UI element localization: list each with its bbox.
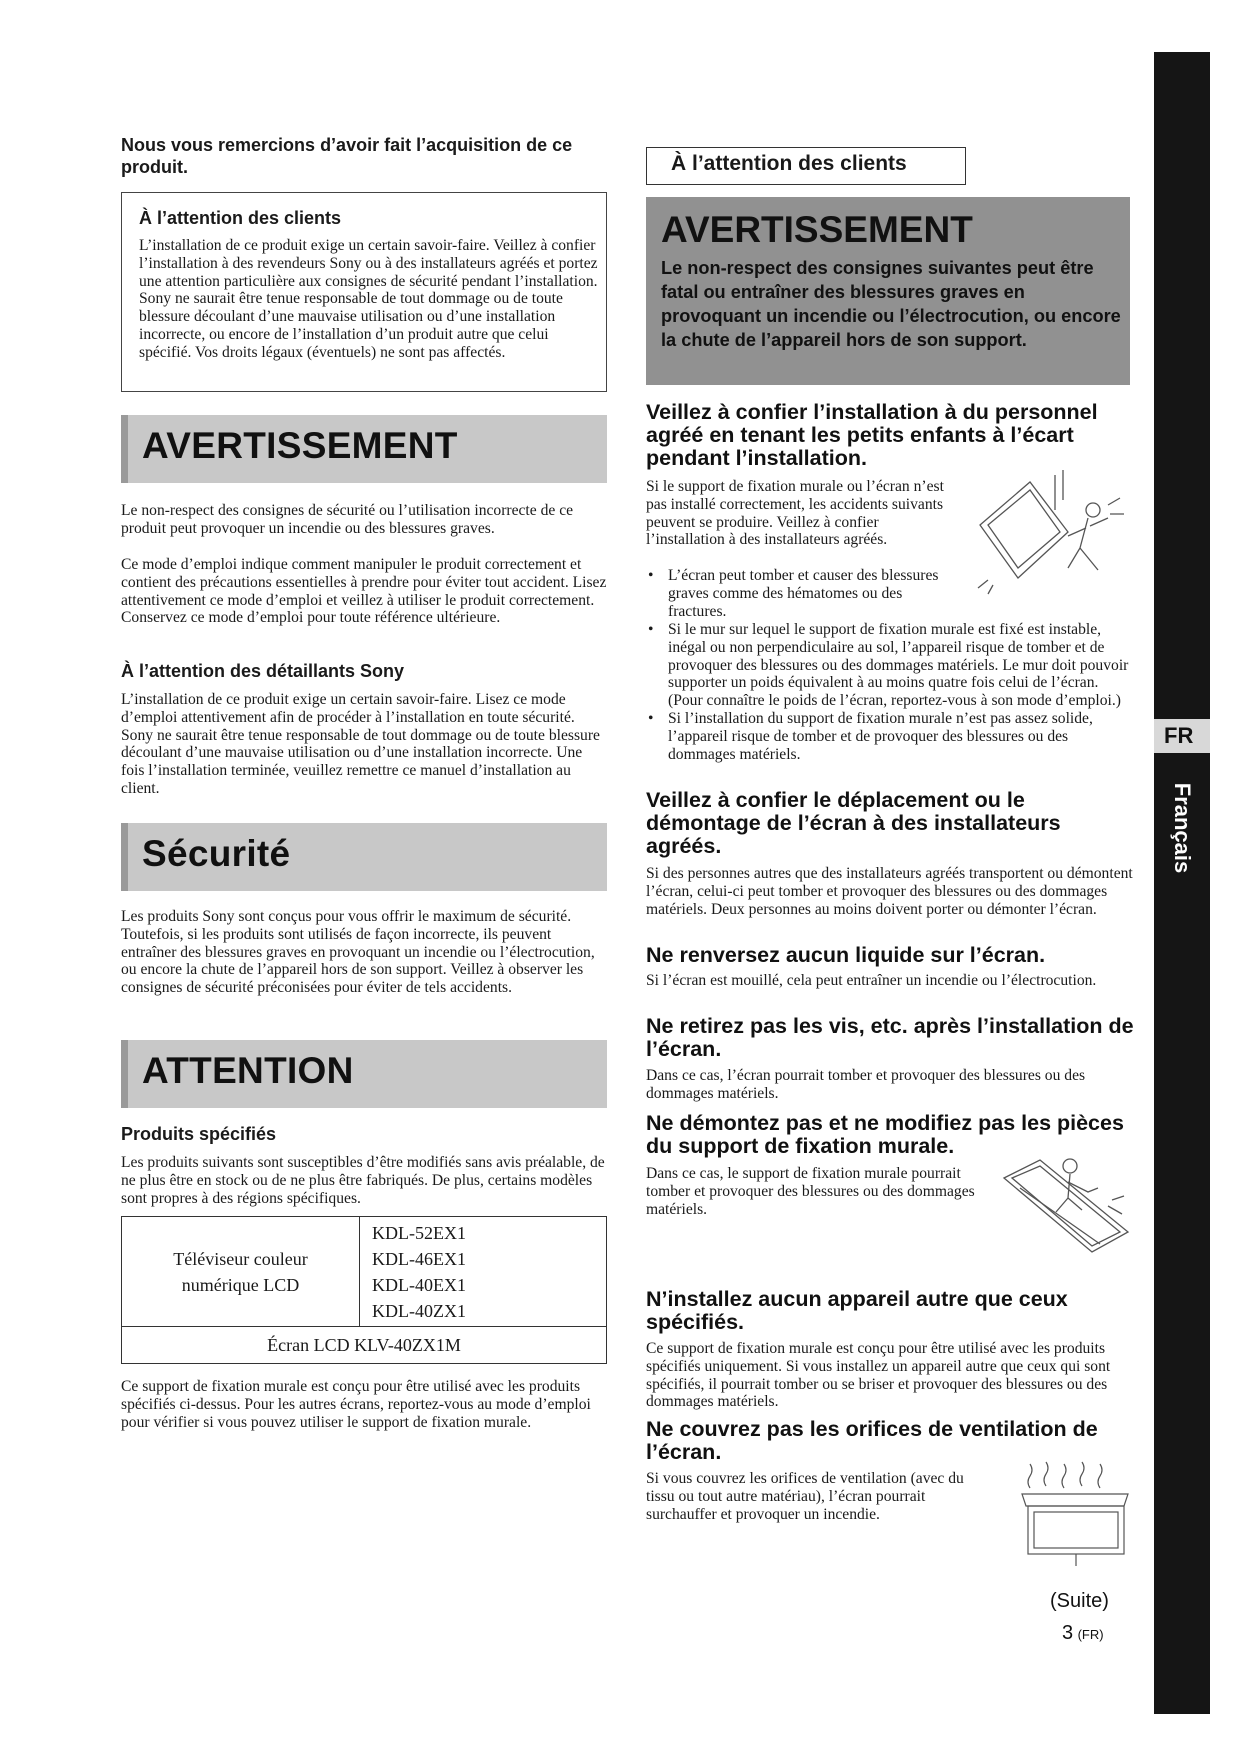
- section-6-heading: N’installez aucun appareil autre que ceux spécifiés.: [646, 1287, 1068, 1334]
- section-5-heading: Ne démontez pas et ne modifiez pas les pièces du support de fixation murale.: [646, 1111, 1124, 1158]
- model-item: KDL-40EX1: [372, 1274, 466, 1295]
- avertissement-paragraph-2: Ce mode d’emploi indique comment manipuler le produit correctement et contient des précautions essentielles à prendre pour éviter tout accident. Lisez attentivement ce mode d’emploi et veillez à utiliser le produit correctement. Conservez ce mode d’emploi pour toute référence ultérieure.: [121, 556, 607, 627]
- table-row: [122, 1217, 607, 1327]
- warning-text: Le non-respect des consignes suivantes peut être fatal ou entraîner des blessures graves en provoquant un incendie ou l’électrocution, ou encore la chute de l’appareil hors de son support.: [661, 258, 1121, 350]
- covered-vent-illustration: [1018, 1454, 1133, 1570]
- continued-label: (Suite): [1050, 1590, 1109, 1612]
- bracket-assembly-illustration: [1000, 1148, 1132, 1260]
- section-7-heading: Ne couvrez pas les orifices de ventilation de l’écran.: [646, 1417, 1098, 1464]
- section-7-text: Si vous couvrez les orifices de ventilation (avec du tissu ou tout autre matériau), l’écran pourrait surchauffer et provoquer un incendie.: [646, 1470, 964, 1523]
- avertissement-title: AVERTISSEMENT: [142, 425, 458, 466]
- list-item: • L’écran peut tomber et causer des blessures graves comme des hématomes ou des fractures.: [646, 567, 962, 620]
- product-table: [121, 1216, 607, 1364]
- language-name-label: Français: [1170, 782, 1195, 874]
- customer-notice-heading: À l’attention des clients: [139, 208, 342, 228]
- list-item: • Si le mur sur lequel le support de fixation murale est fixé est instable, inégal ou non perpendiculaire au sol, l’appareil risque de tomber et de provoquer des blessures ou des dommages matériels. Le mur doit pouvoir supporter un poids équivalent à au moins quatre fois celui de l’écran. (Pour connaître le poids de l’écran, reportez-vous à son mode d’emploi.): [646, 621, 1136, 710]
- section-1-bullets-top: [646, 567, 962, 620]
- page-number-value: 3: [1062, 1622, 1074, 1644]
- tv-label-line-1: Téléviseur couleur: [173, 1248, 308, 1269]
- specified-products-text: Les produits suivants sont susceptibles d’être modifiés sans avis préalable, de ne plus être en stock ou de ne plus être fabriqués. De plus, certains modèles sont propres à des régions spécifiques.: [121, 1154, 605, 1207]
- section-2-heading: Veillez à confier le déplacement ou le démontage de l’écran à des installateurs agréés.: [646, 788, 1061, 858]
- intro-title: Nous vous remercions d’avoir fait l’acquisition de ce produit.: [121, 135, 573, 177]
- language-tab: [1154, 719, 1210, 753]
- falling-screen-icon: [968, 470, 1138, 600]
- tv-label-line-2: numérique LCD: [181, 1274, 300, 1295]
- securite-text: Les produits Sony sont conçus pour vous offrir le maximum de sécurité. Toutefois, si les produits sont utilisés de façon incorrecte, ils peuvent entraîner des blessures graves en provoquant un incendie ou l’électrocution, ou encore la chute de l’appareil hors de son support. Veillez à observer les consignes de sécurité préconisées pour éviter de tels accidents.: [121, 908, 595, 997]
- section-6-text: Ce support de fixation murale est conçu pour être utilisé avec les produits spécifiés uniquement. Si vous installez un appareil autre que ceux qui sont spécifiés, il pourrait tomber ou se briser et provoquer des blessures ou des dommages matériels.: [646, 1340, 1111, 1411]
- attention-title: ATTENTION: [142, 1050, 354, 1091]
- model-item: KDL-52EX1: [372, 1222, 466, 1243]
- securite-title: Sécurité: [142, 833, 291, 874]
- specified-products-heading: Produits spécifiés: [121, 1124, 277, 1144]
- table-cell-models: [360, 1217, 607, 1327]
- securite-banner: [121, 823, 607, 891]
- avertissement-paragraph-1: Le non-respect des consignes de sécurité ou l’utilisation incorrecte de ce produit peut provoquer un incendie ou des blessures graves.: [121, 502, 574, 537]
- section-1-bullets: [646, 621, 1136, 763]
- customer-notice-text: L’installation de ce produit exige un certain savoir-faire. Veillez à confier l’installation à des revendeurs Sony ou à des installateurs agréés et portez une attention particulière aux consignes de sécurité pendant l’installation. Sony ne saurait être tenue responsable de tout dommage ou de toute blessure découlant d’une mauvaise utilisation ou d’une installation incorrecte, ou encore de l’installation d’un produit autre que celui spécifié. Vos droits légaux (éventuels) ne sont pas affectés.: [139, 237, 598, 361]
- intro-heading: [121, 134, 601, 178]
- avertissement-banner: [121, 415, 607, 483]
- person-tool-icon: [1000, 1148, 1132, 1260]
- right-notice-title: À l’attention des clients: [671, 152, 907, 175]
- attention-banner: [121, 1040, 607, 1108]
- model-item: KDL-40ZX1: [372, 1300, 466, 1321]
- customer-notice-box: [121, 192, 607, 392]
- page-number-suffix: (FR): [1077, 1627, 1104, 1642]
- table-cell-screen: Écran LCD KLV-40ZX1M: [122, 1327, 607, 1364]
- section-4-heading: Ne retirez pas les vis, etc. après l’installation de l’écran.: [646, 1014, 1134, 1061]
- table-cell-tv: [122, 1217, 360, 1327]
- falling-screen-illustration: [968, 470, 1138, 600]
- section-3-heading: Ne renversez aucun liquide sur l’écran.: [646, 943, 1046, 967]
- dealers-text: L’installation de ce produit exige un certain savoir-faire. Lisez ce mode d’emploi attentivement afin de procéder à l’installation en toute sécurité. Sony ne saurait être tenue responsable de tout dommage ou de toute blessure découlant d’une mauvaise utilisation ou d’une installation incorrecte. Une fois l’installation terminée, veuillez remettre ce manuel d’installation au client.: [121, 691, 600, 797]
- model-item: KDL-46EX1: [372, 1248, 466, 1269]
- section-3-text: Si l’écran est mouillé, cela peut entraîner un incendie ou l’électrocution.: [646, 972, 1097, 989]
- heat-warning-icon: [1018, 1454, 1133, 1570]
- section-5-text: Dans ce cas, le support de fixation murale pourrait tomber et provoquer des blessures ou des dommages matériels.: [646, 1165, 975, 1218]
- language-tab-label: FR: [1164, 723, 1194, 748]
- attention-footer-text: Ce support de fixation murale est conçu pour être utilisé avec les produits spécifiés ci-dessus. Pour les autres écrans, reportez-vous au mode d’emploi pour vérifier si vous pouvez utiliser le support de fixation murale.: [121, 1378, 591, 1431]
- page-number: [1062, 1622, 1104, 1645]
- section-1-intro: Si le support de fixation murale ou l’écran n’est pas installé correctement, les accidents suivants peuvent se produire. Veillez à confier l’installation à des installateurs agréés.: [646, 478, 944, 549]
- list-item: • Si l’installation du support de fixation murale n’est pas assez solide, l’appareil risque de tomber et de provoquer des blessures ou des dommages matériels.: [646, 710, 1136, 763]
- right-notice-box: [646, 147, 966, 185]
- language-name: [1156, 768, 1208, 888]
- warning-panel: [646, 197, 1130, 385]
- warning-title: AVERTISSEMENT: [661, 209, 973, 250]
- section-1-heading: Veillez à confier l’installation à du personnel agréé en tenant les petits enfants à l’écart pendant l’installation.: [646, 400, 1098, 470]
- table-row: [122, 1327, 607, 1364]
- section-2-text: Si des personnes autres que des installateurs agréés transportent ou démontent l’écran, celui-ci peut tomber et provoquer des blessures ou des dommages matériels. Deux personnes au moins doivent porter ou démonter l’écran.: [646, 865, 1133, 918]
- section-4-text: Dans ce cas, l’écran pourrait tomber et provoquer des blessures ou des dommages matériels.: [646, 1067, 1086, 1102]
- dealers-heading: À l’attention des détaillants Sony: [121, 661, 405, 681]
